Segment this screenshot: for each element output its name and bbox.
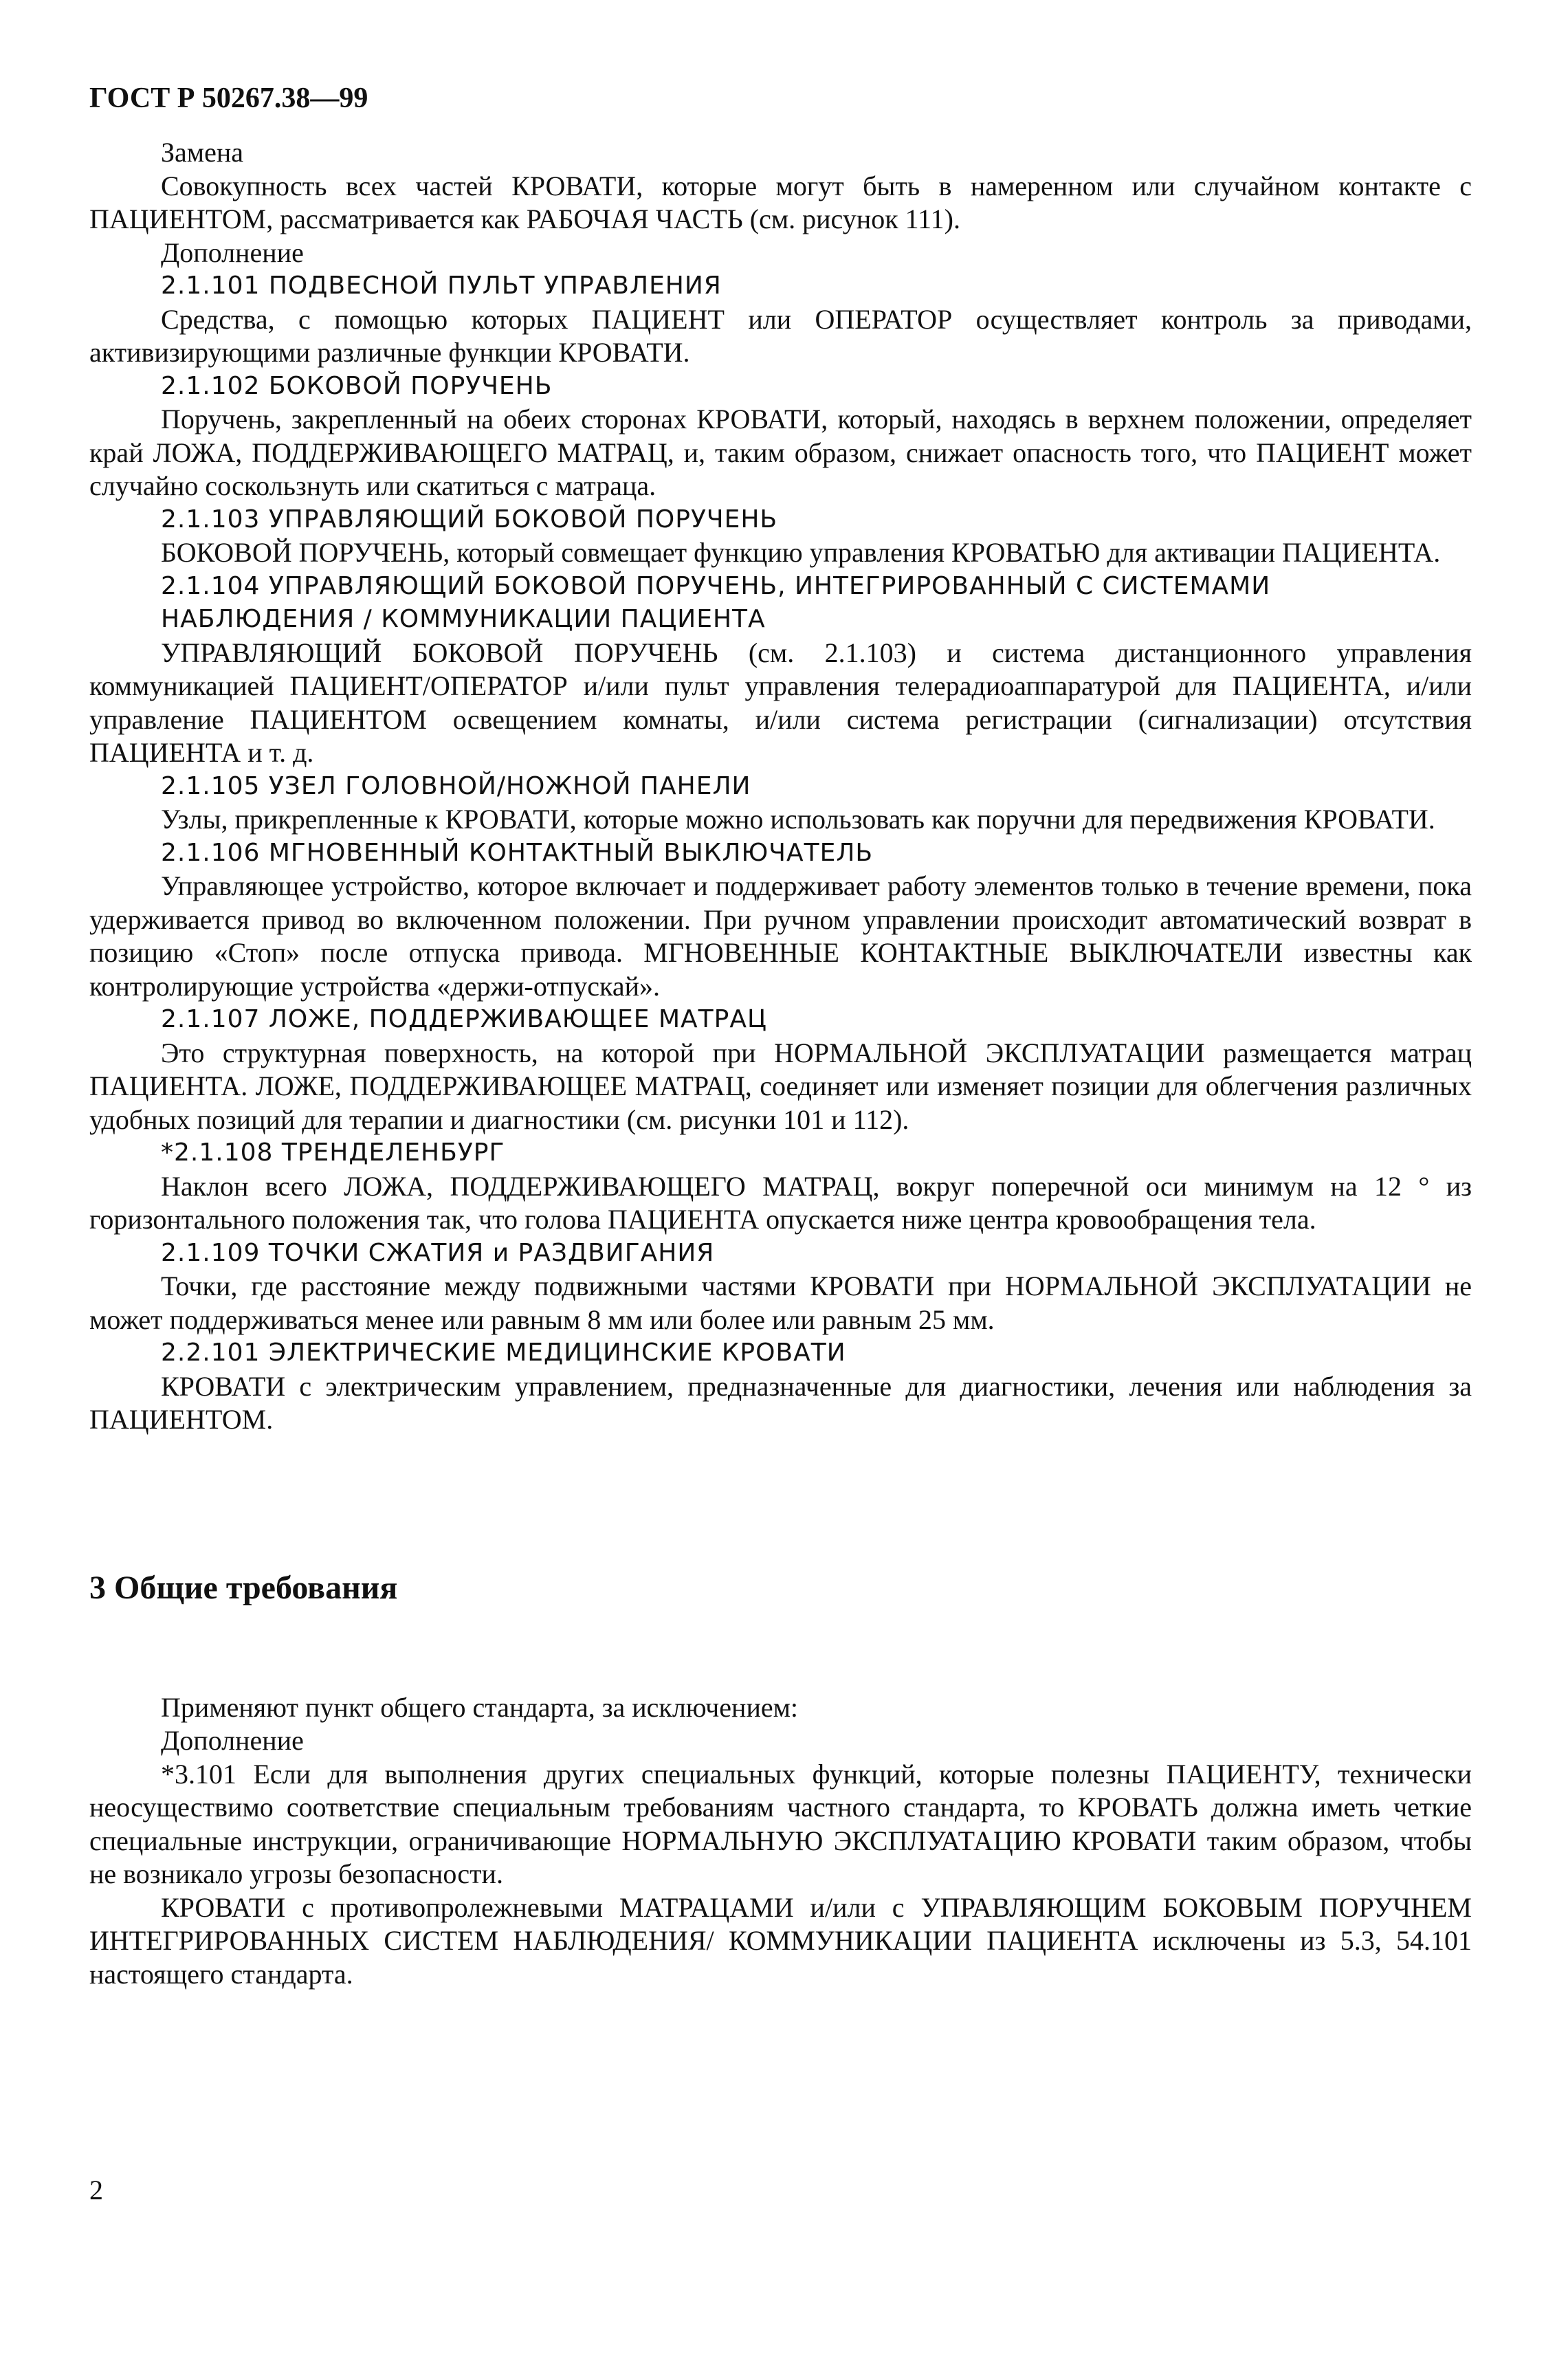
term-heading: 2.1.104 УПРАВЛЯЮЩИЙ БОКОВОЙ ПОРУЧЕНЬ, ИНТЕГРИРОВАННЫЙ С СИСТЕМАМИ НАБЛЮДЕНИЯ / КОММУНИКАЦИИ ПАЦИЕНТА xyxy=(161,571,1271,633)
term-heading: 2.2.101 ЭЛЕКТРИЧЕСКИЕ МЕДИЦИНСКИЕ КРОВАТИ xyxy=(161,1339,846,1367)
term-heading: 2.1.102 БОКОВОЙ ПОРУЧЕНЬ xyxy=(161,371,553,400)
term-heading: 2.1.103 УПРАВЛЯЮЩИЙ БОКОВОЙ ПОРУЧЕНЬ xyxy=(161,505,778,534)
page-number: 2 xyxy=(89,2175,103,2206)
paragraph: Средства, с помощью которых ПАЦИЕНТ или ОПЕРАТОР осуществляет контроль за приводами, активизирующими различные функции КРОВАТИ. xyxy=(89,303,1472,368)
paragraph: БОКОВОЙ ПОРУЧЕНЬ, который совмещает функцию управления КРОВАТЬЮ для активации ПАЦИЕНТА. xyxy=(161,537,1441,568)
paragraph: Применяют пункт общего стандарта, за исключением: xyxy=(161,1691,799,1723)
paragraph: Замена xyxy=(161,137,244,168)
paragraph: Точки, где расстояние между подвижными частями КРОВАТИ при НОРМАЛЬНОЙ ЭКСПЛУАТАЦИИ не может поддерживаться менее или равным 8 мм или более или равным 25 мм. xyxy=(89,1270,1472,1335)
paragraph: Дополнение xyxy=(161,236,304,268)
general-requirements-section xyxy=(89,1691,1472,1992)
paragraph: Управляющее устройство, которое включает и поддерживает работу элементов только в течение времени, пока удерживается привод во включенном положении. При ручном управлении происходит автоматический возврат в позицию «Стоп» после отпуска привода. МГНОВЕННЫЕ КОНТАКТНЫЕ ВЫКЛЮЧАТЕЛИ известны как контролирующие устройства «держи-отпускай». xyxy=(89,870,1472,1002)
term-heading: 2.1.107 ЛОЖЕ, ПОДДЕРЖИВАЮЩЕЕ МАТРАЦ xyxy=(161,1005,767,1033)
paragraph: КРОВАТИ с противопролежневыми МАТРАЦАМИ и/или с УПРАВЛЯЮЩИМ БОКОВЫМ ПОРУЧНЕМ ИНТЕГРИРОВАННЫХ СИСТЕМ НАБЛЮДЕНИЯ/ КОММУНИКАЦИИ ПАЦИЕНТА исключены из 5.3, 54.101 настоящего стандарта. xyxy=(89,1891,1472,1990)
term-heading: 2.1.106 МГНОВЕННЫЙ КОНТАКТНЫЙ ВЫКЛЮЧАТЕЛЬ xyxy=(161,838,874,867)
paragraph: Дополнение xyxy=(161,1725,304,1756)
paragraph: УПРАВЛЯЮЩИЙ БОКОВОЙ ПОРУЧЕНЬ (см. 2.1.103) и система дистанционного управления коммуникацией ПАЦИЕНТ/ОПЕРАТОР и/или пульт управления телерадиоаппаратурой для ПАЦИЕНТА, и/или управление ПАЦИЕНТОМ освещением комнаты, и/или система регистрации (сигнализации) отсутствия ПАЦИЕНТА и т. д. xyxy=(89,637,1472,768)
term-heading: 2.1.105 УЗЕЛ ГОЛОВНОЙ/НОЖНОЙ ПАНЕЛИ xyxy=(161,771,751,800)
paragraph: Это структурная поверхность, на которой при НОРМАЛЬНОЙ ЭКСПЛУАТАЦИИ размещается матрац ПАЦИЕНТА. ЛОЖЕ, ПОДДЕРЖИВАЮЩЕЕ МАТРАЦ, соединяет или изменяет позиции для облегчения различных удобных позиций для терапии и диагностики (см. рисунки 101 и 112). xyxy=(89,1037,1472,1135)
paragraph: КРОВАТИ с электрическим управлением, предназначенные для диагностики, лечения или наблюдения за ПАЦИЕНТОМ. xyxy=(89,1370,1472,1435)
term-heading: 2.1.109 ТОЧКИ СЖАТИЯ и РАЗДВИГАНИЯ xyxy=(161,1238,715,1267)
term-heading: 2.1.101 ПОДВЕСНОЙ ПУЛЬТ УПРАВЛЕНИЯ xyxy=(161,272,722,300)
section-title: 3 Общие требования xyxy=(89,1569,398,1606)
paragraph: *3.101 Если для выполнения других специальных функций, которые полезны ПАЦИЕНТУ, технически неосуществимо соответствие специальным требованиям частного стандарта, то КРОВАТЬ должна иметь четкие специальные инструкции, ограничивающие НОРМАЛЬНУЮ ЭКСПЛУАТАЦИЮ КРОВАТИ таким образом, чтобы не возникало угрозы безопасности. xyxy=(89,1758,1472,1889)
definitions-section xyxy=(89,136,1472,1437)
document-header: ГОСТ Р 50267.38—99 xyxy=(89,82,368,114)
paragraph: Поручень, закрепленный на обеих сторонах КРОВАТИ, который, находясь в верхнем положении, определяет край ЛОЖА, ПОДДЕРЖИВАЮЩЕГО МАТРАЦ, и, таким образом, снижает опасность того, что ПАЦИЕНТ может случайно соскользнуть или скатиться с матраца. xyxy=(89,404,1472,501)
paragraph: Узлы, прикрепленные к КРОВАТИ, которые можно использовать как поручни для передвижения КРОВАТИ. xyxy=(161,804,1435,835)
paragraph: Наклон всего ЛОЖА, ПОДДЕРЖИВАЮЩЕГО МАТРАЦ, вокруг поперечной оси минимум на 12 ° из горизонтального положения так, что голова ПАЦИЕНТА опускается ниже центра кровообращения тела. xyxy=(89,1170,1472,1235)
paragraph: Совокупность всех частей КРОВАТИ, которые могут быть в намеренном или случайном контакте с ПАЦИЕНТОМ, рассматривается как РАБОЧАЯ ЧАСТЬ (см. рисунок 111). xyxy=(89,170,1472,234)
term-heading: *2.1.108 ТРЕНДЕЛЕНБУРГ xyxy=(161,1138,505,1167)
